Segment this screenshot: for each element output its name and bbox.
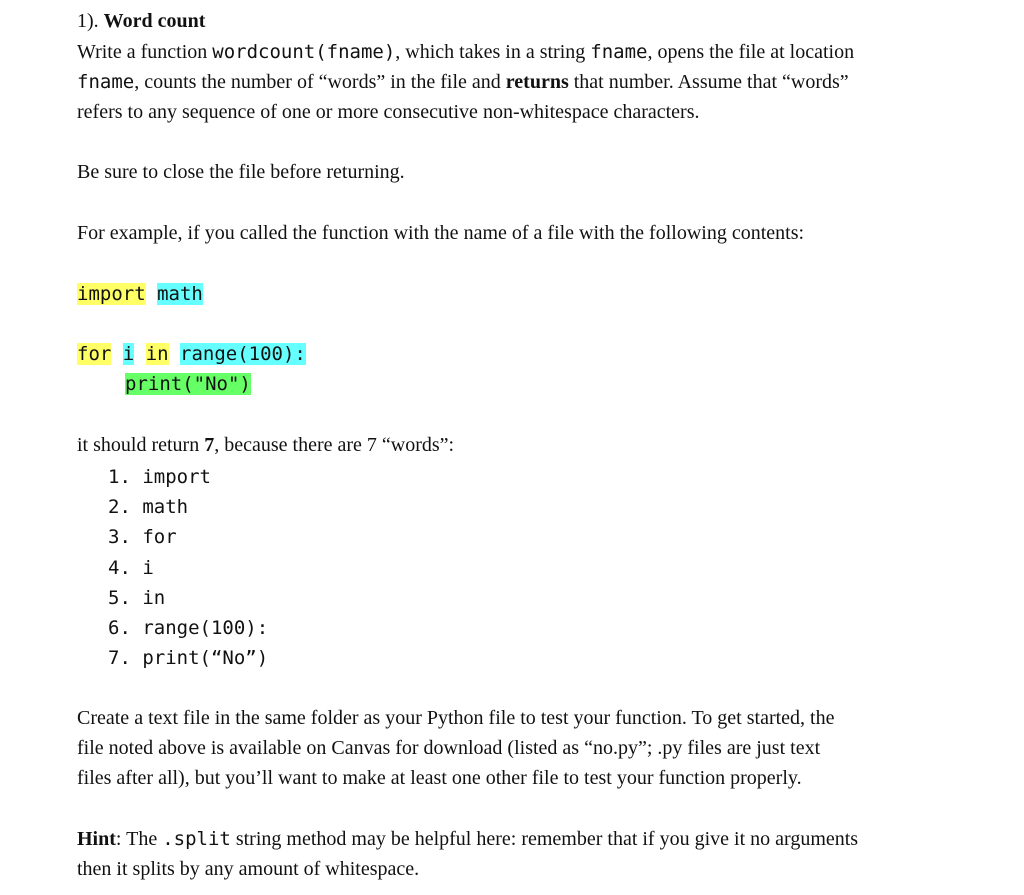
intro-line-2 (77, 67, 849, 97)
example-intro: For example, if you called the function with the name of a file with the following contents: (77, 222, 805, 244)
list-item: 6. range(100): (108, 617, 269, 640)
code-line-1 (77, 279, 203, 309)
list-item: 5. in (108, 586, 166, 609)
testing-line-3: files after all), but you’ll want to make at least one other file to test your function properly. (77, 767, 802, 789)
code-token-range: range(100): (180, 343, 306, 365)
code-token-print: print("No") (125, 373, 251, 395)
code-token-math: math (157, 283, 203, 305)
list-item: 1. import (108, 466, 211, 488)
code-line-2 (77, 339, 306, 369)
result-sentence (77, 430, 454, 460)
word-list (108, 462, 268, 673)
intro-text: , opens the file at location (647, 41, 855, 63)
hint-text: string method may be helpful here: remember that if you give it no arguments (230, 828, 859, 850)
code-fname: fname (590, 41, 648, 63)
list-item: 4. i (108, 556, 154, 579)
heading-title: Word count (103, 10, 206, 32)
intro-text: Write a function (77, 41, 213, 63)
list-item: 2. math (108, 496, 189, 519)
list-item: 7. print(“No”) (108, 647, 269, 670)
hint-label: Hint (77, 828, 116, 850)
testing-line-1: Create a text file in the same folder as your Python file to test your function. To get started, the (77, 707, 835, 729)
code-line-3 (125, 369, 251, 399)
close-note: Be sure to close the file before returning. (77, 161, 405, 183)
code-fname: fname (77, 71, 135, 93)
heading-number: 1). (77, 10, 99, 32)
returns-bold: returns (505, 71, 569, 93)
code-token-for: for (77, 343, 112, 365)
intro-text: , counts the number of “words” in the file and (134, 71, 506, 93)
result-text: , because there are 7 “words”: (214, 434, 455, 456)
hint-line-2: then it splits by any amount of whitespace. (77, 858, 420, 880)
intro-line-3: refers to any sequence of one or more consecutive non-whitespace characters. (77, 101, 700, 123)
result-text: it should return (77, 434, 205, 456)
code-function-signature: wordcount(fname) (212, 41, 396, 63)
heading (77, 6, 205, 36)
intro-text: that number. Assume that “words” (568, 71, 849, 93)
code-token-in: in (145, 343, 169, 365)
result-count: 7 (204, 434, 215, 456)
list-item: 3. for (108, 526, 177, 549)
code-split: .split (162, 828, 231, 850)
intro-text: , which takes in a string (395, 41, 591, 63)
intro-line-1 (77, 37, 854, 67)
hint-line-1 (77, 824, 858, 854)
testing-line-2: file noted above is available on Canvas for download (listed as “no.py”; .py files are just text (77, 737, 821, 759)
code-token-import: import (77, 283, 146, 305)
hint-text: : The (115, 828, 163, 850)
code-token-i: i (122, 343, 135, 365)
